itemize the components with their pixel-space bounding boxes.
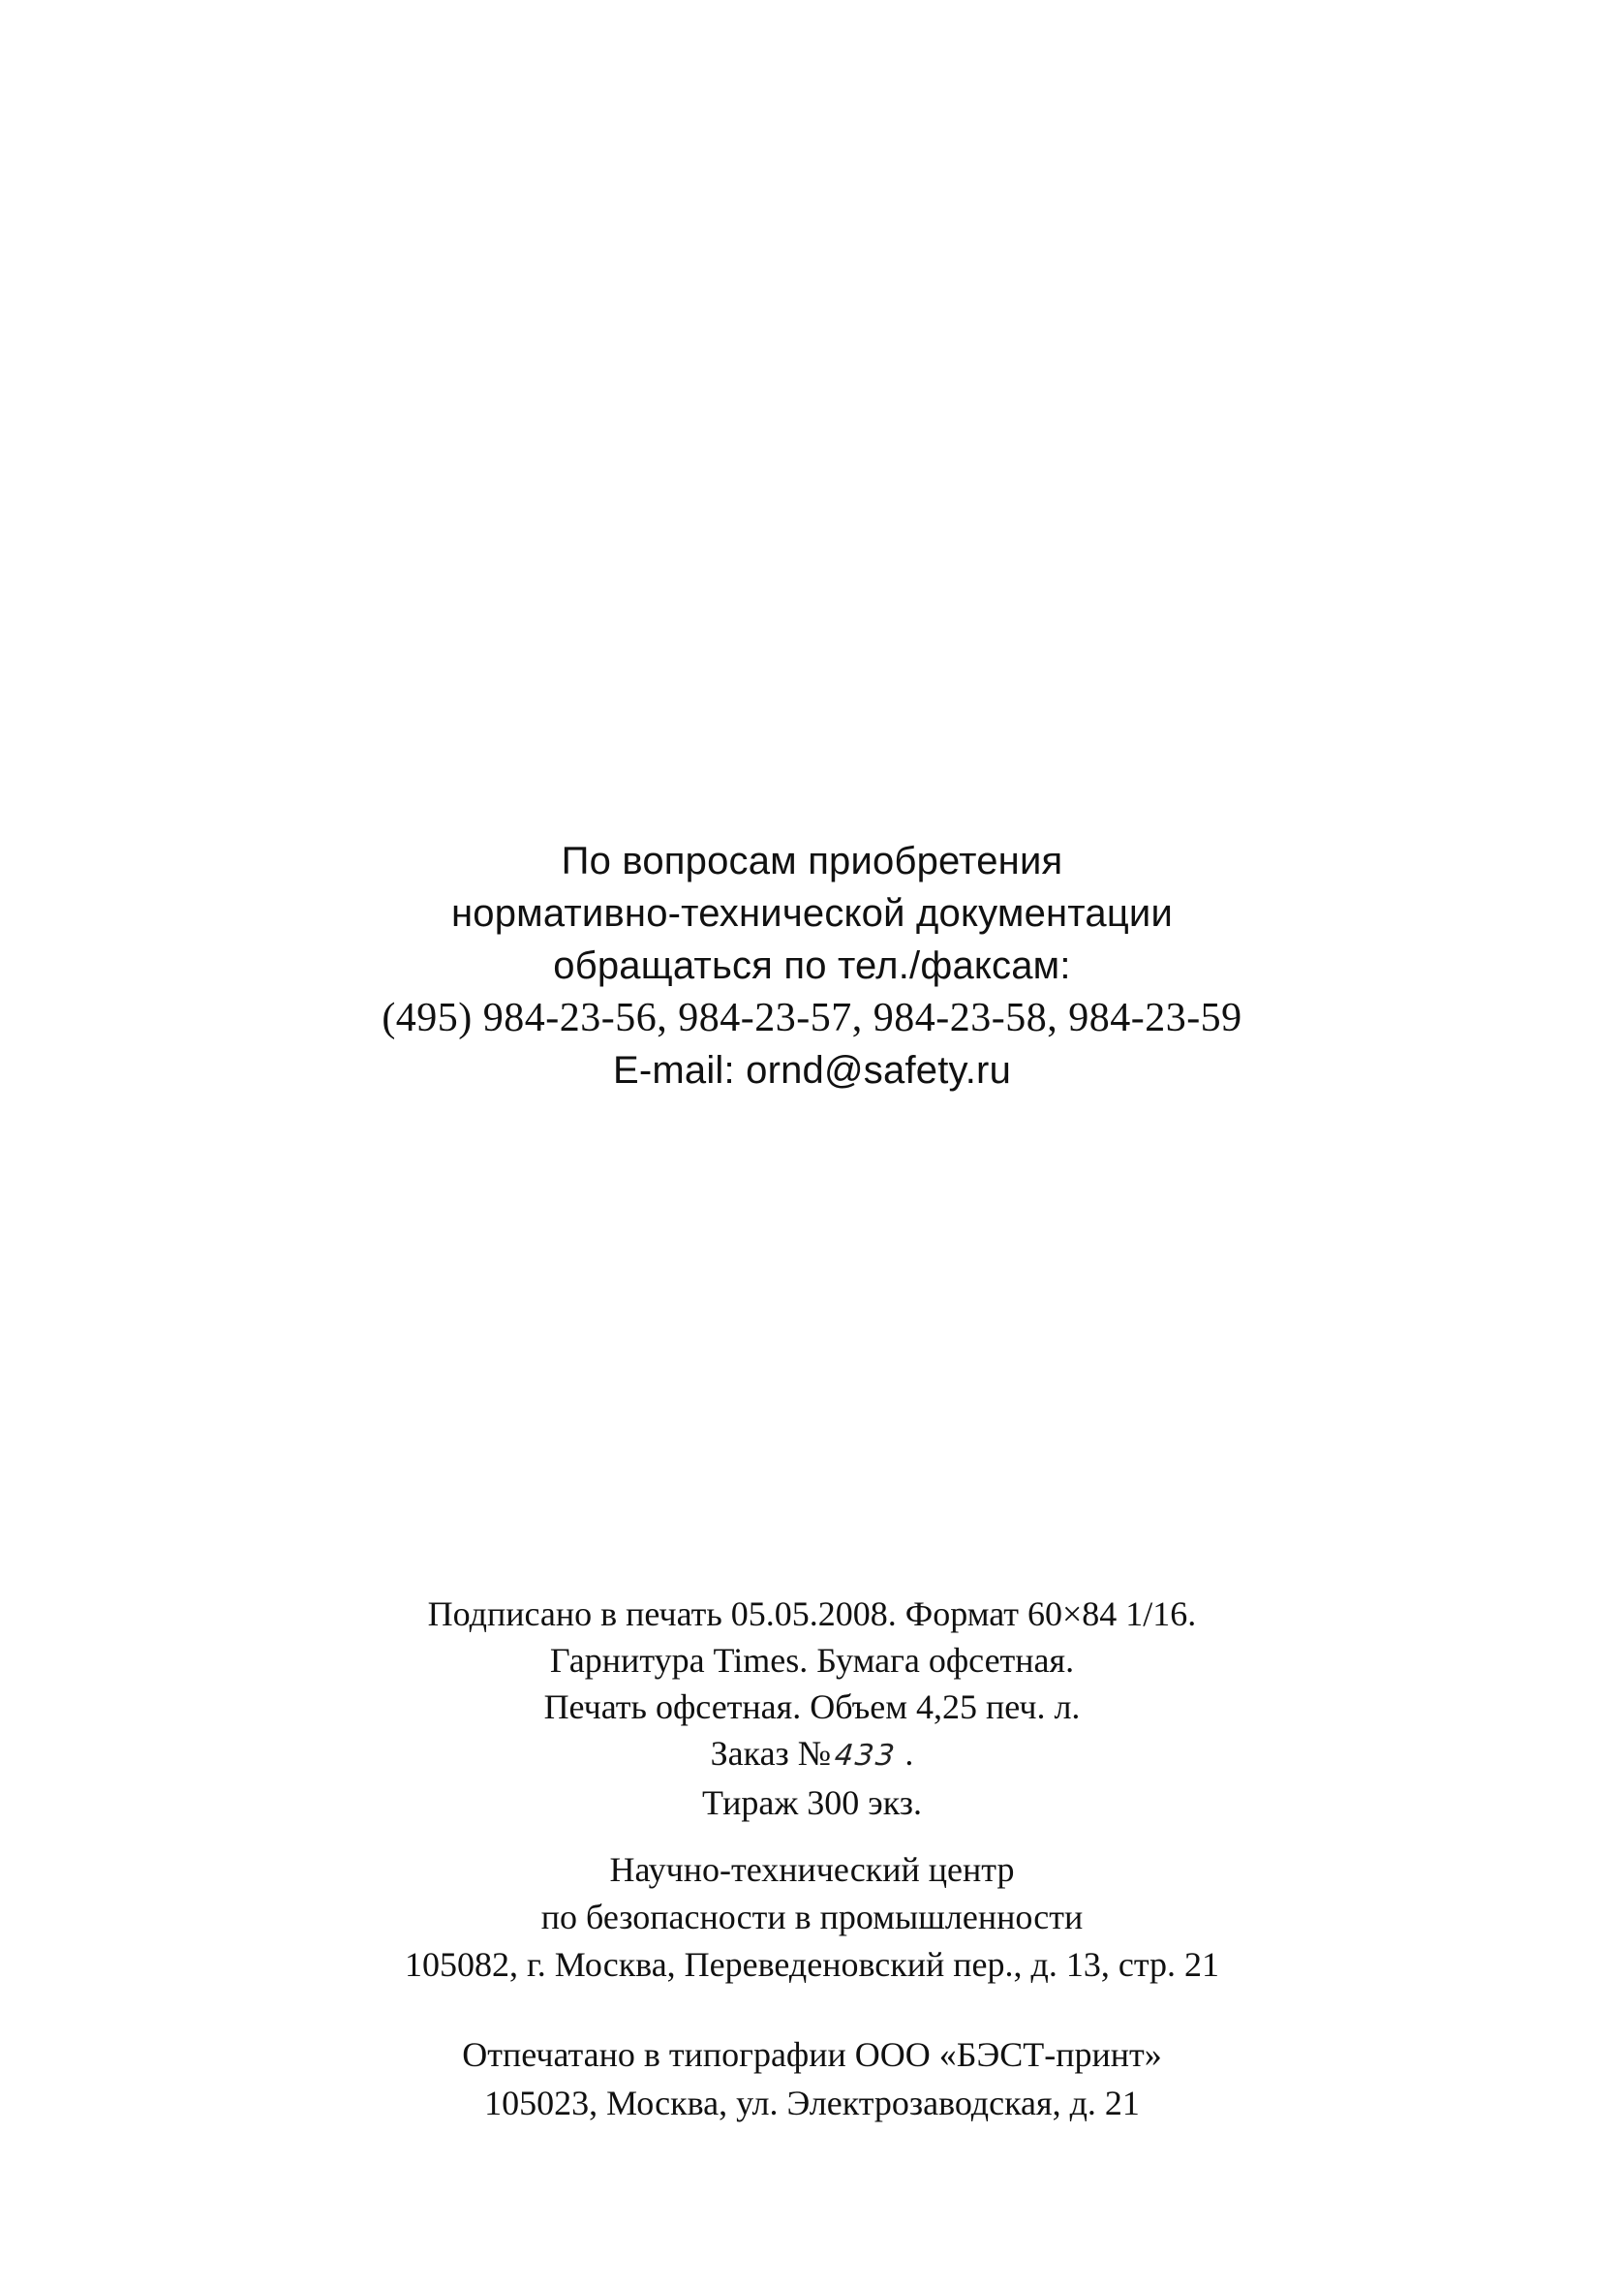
imprint-order-line — [0, 1730, 1624, 1779]
printer-address: 105023, Москва, ул. Электрозаводская, д. 21 — [484, 2084, 1140, 2122]
organization-address: 105082, г. Москва, Переведеновский пер., д. 13, стр. 21 — [405, 1945, 1219, 1984]
organization-block — [0, 1846, 1624, 1989]
imprint-block — [0, 1591, 1624, 1826]
contact-line-purchase: По вопросам приобретения — [561, 840, 1063, 882]
imprint-signed-line: Подписано в печать 05.05.2008. Формат 60×84 1/16. — [427, 1594, 1197, 1633]
organization-name-line2: по безопасности в промышленности — [540, 1898, 1084, 1936]
printer-name: Отпечатано в типографии ООО «БЭСТ-принт» — [462, 2035, 1162, 2074]
contact-phone-numbers: (495) 984-23-56, 984-23-57, 984-23-58, 984-23-59 — [382, 996, 1242, 1040]
contact-line-phone-intro: обращаться по тел./факсам: — [553, 944, 1071, 987]
imprint-circulation-line: Тираж 300 экз. — [702, 1783, 922, 1822]
contact-info-block — [0, 835, 1624, 1097]
contact-email: E-mail: ornd@safety.ru — [612, 1049, 1012, 1092]
order-number-handwritten: 433 — [833, 1739, 899, 1773]
order-suffix: . — [896, 1734, 914, 1773]
printer-block — [0, 2030, 1624, 2127]
contact-line-documentation: нормативно-технической документации — [450, 892, 1174, 935]
imprint-print-line: Печать офсетная. Объем 4,25 печ. л. — [543, 1687, 1081, 1726]
organization-name-line1: Научно-технический центр — [609, 1850, 1015, 1889]
imprint-typeface-line: Гарнитура Times. Бумага офсетная. — [549, 1641, 1075, 1680]
order-label: Заказ № — [710, 1734, 832, 1773]
